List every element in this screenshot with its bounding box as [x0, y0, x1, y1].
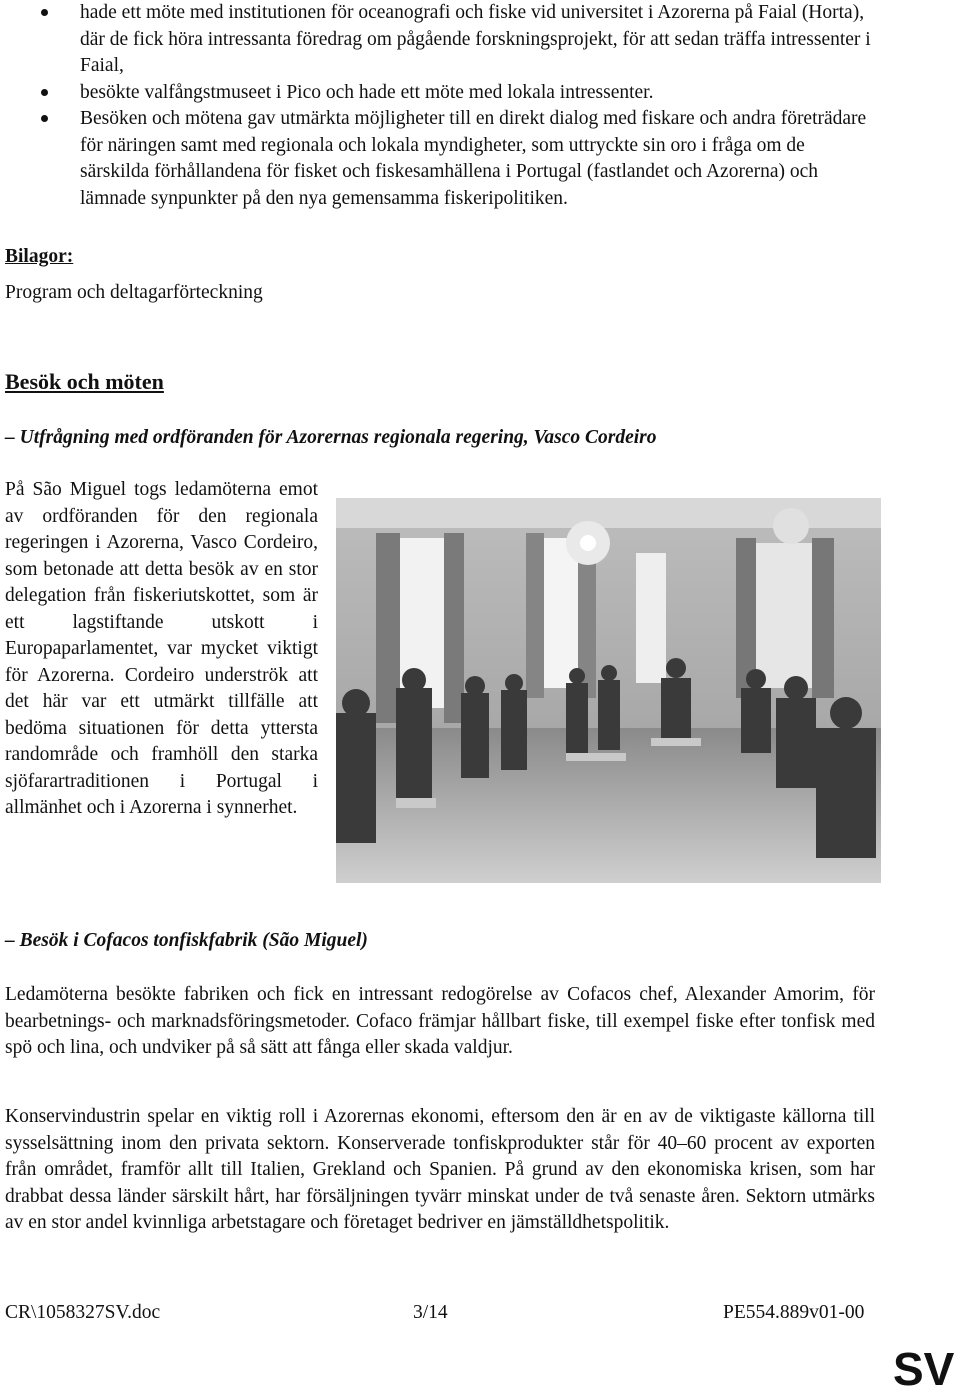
subheading-hearing: – Utfrågning med ordföranden för Azorernas regionala regering, Vasco Cordeiro — [5, 427, 657, 448]
section-heading: Besök och möten — [5, 369, 164, 394]
bullet-item: besökte valfångstmuseet i Pico och hade ett möte med lokala intressenter. — [0, 80, 960, 107]
language-code: SV — [893, 1343, 955, 1395]
attachments-text: Program och deltagarförteckning — [5, 282, 263, 303]
bullet-item: hade ett möte med institutionen för oceanografi och fiske vid universitet i Azorerna på Faial (Horta), där de fick höra intressanta föredrag om pågående forskningsprojekt, för att sedan träffa intressenter i Faial, — [0, 0, 960, 80]
paragraph-factory: Ledamöterna besökte fabriken och fick en intressant redogörelse av Cofacos chef, Alexander Amorim, för bearbetnings- och marknadsföringsmetoder. Cofaco främjar hållbart fiske, till exempel fiske efter tonfisk med spö och lina, och undviker på så sätt att fånga eller skada valdjur. — [5, 984, 875, 1058]
footer-doc-ref: CR\1058327SV.doc — [5, 1302, 161, 1323]
bullet-list — [0, 0, 960, 212]
subheading-factory-visit: – Besök i Cofacos tonfiskfabrik (São Miguel) — [5, 930, 368, 951]
paragraph-canning-industry: Konservindustrin spelar en viktig roll i Azorernas ekonomi, eftersom den är en av de viktigaste källorna till sysselsättning inom den privata sektorn. Konserverade tonfiskprodukter står för 40–60 procent av exporten från området, framför allt till Italien, Grekland och Spanien. På grund av den ekonomiska krisen, som har drabbat dessa länder särskilt hårt, har försäljningen tyvärr minskat under de två senaste åren. Sektorn utmärks av en stor andel kvinnliga arbetstagare och företaget bedriver en jämställdhetspolitik. — [5, 1106, 875, 1233]
attachments-heading: Bilagor: — [5, 246, 74, 267]
footer-page-number: 3/14 — [413, 1302, 448, 1323]
meeting-room-photo — [336, 498, 881, 883]
intro-paragraph: På São Miguel togs ledamöterna emot av ordföranden för den regionala regeringen i Azorerna, Vasco Cordeiro, som betonade att detta besök av en stor delegation från fiskeriutskottet, som är ett lagstiftande utskott i Europaparlamentet, var mycket viktigt för Azorerna. Cordeiro underströk att det här var ett utmärkt tillfälle att bedöma situationen för detta yttersta randområde och framhöll den starka sjöfarartraditionen i Portugal i allmänhet och i Azorerna i synnerhet. — [5, 479, 318, 818]
footer-pe-number: PE554.889v01-00 — [723, 1302, 865, 1323]
bullet-item: Besöken och mötena gav utmärkta möjligheter till en direkt dialog med fiskare och andra företrädare för näringen samt med regionala och lokala myndigheter, som uttryckte sin oro i fråga om de särskilda förhållandena för fisket och fiskesamhällena i Portugal (fastlandet och Azorerna) och lämnade synpunkter på den nya gemensamma fiskeripolitiken. — [0, 106, 960, 212]
